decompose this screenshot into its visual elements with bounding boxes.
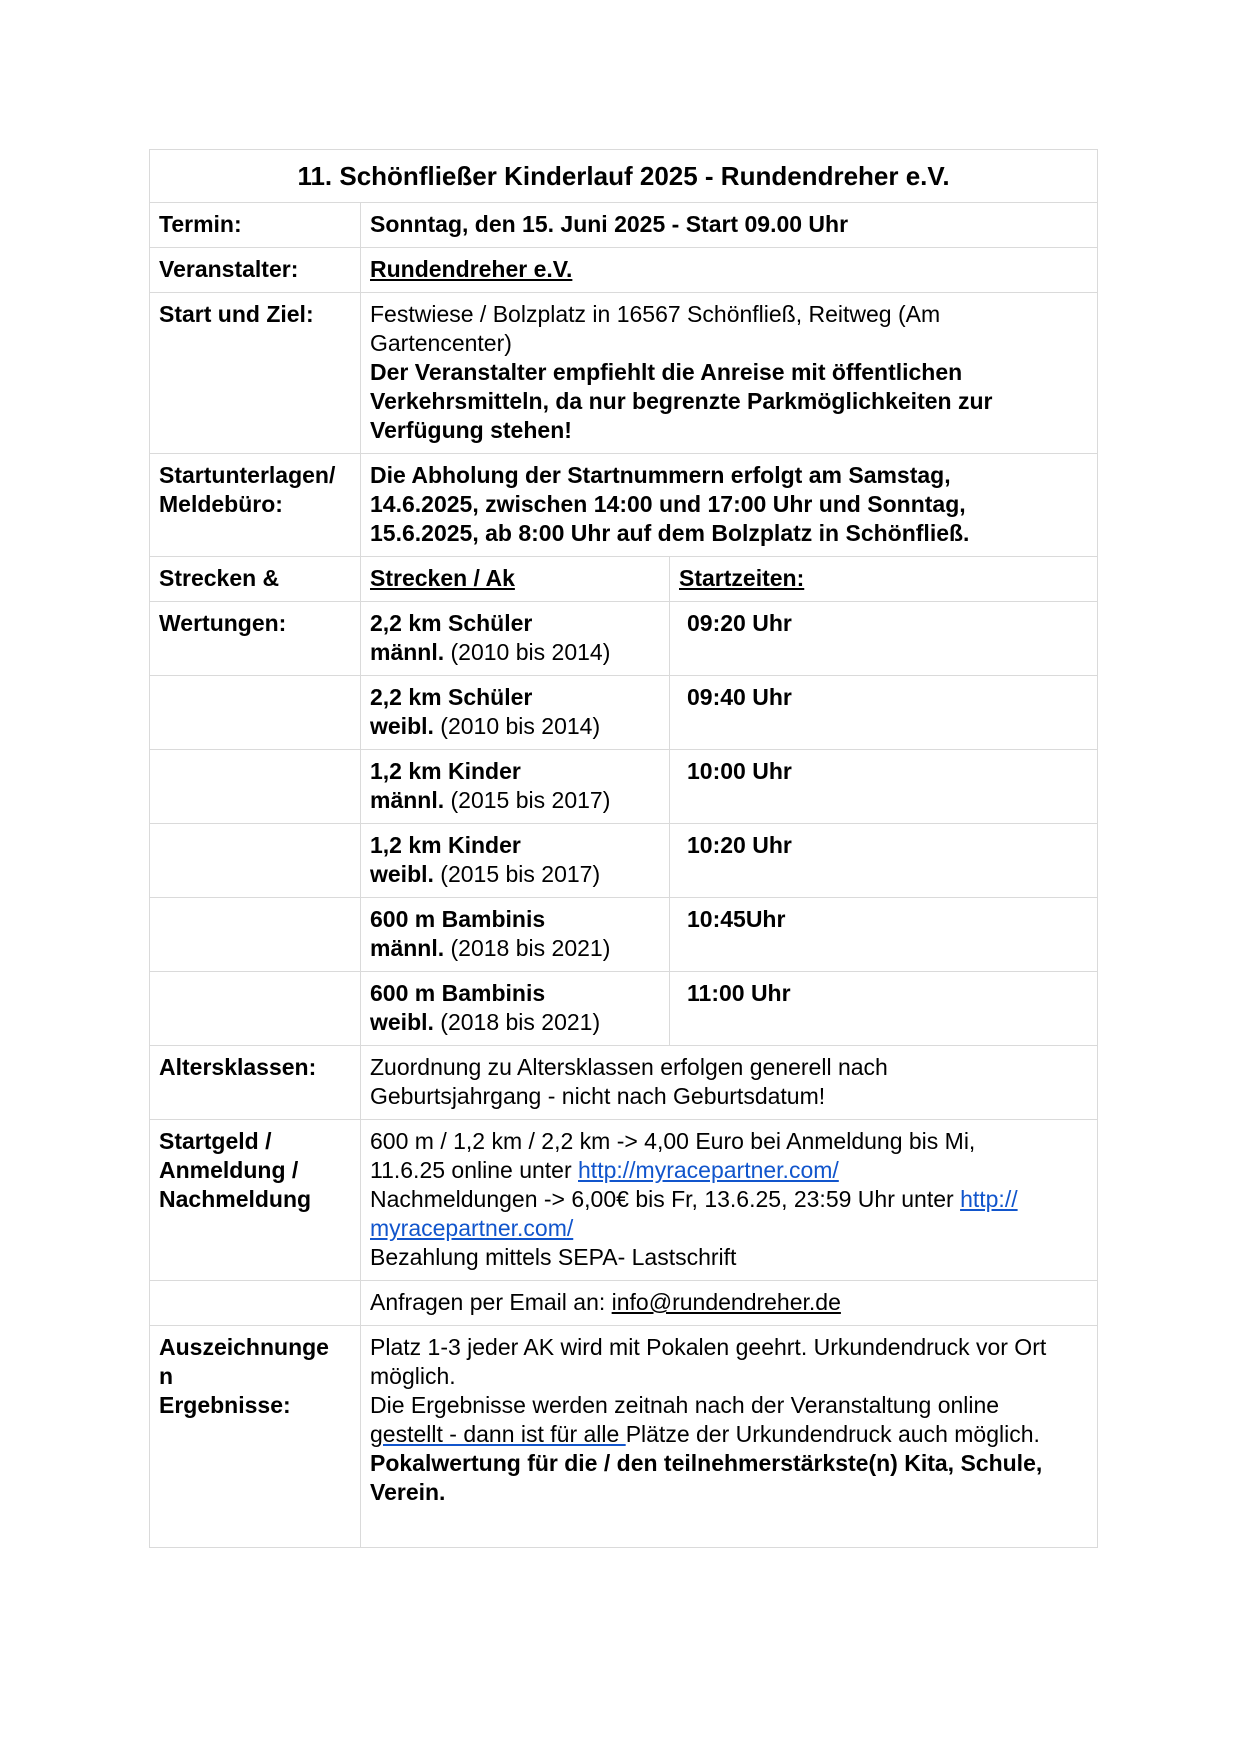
veranstalter-value: Rundendreher e.V. bbox=[370, 256, 573, 282]
startgeld-line2-prefix: 11.6.25 online unter bbox=[370, 1157, 579, 1183]
auszeichnungen-line5: Pokalwertung für die / den teilnehmerstärkste(n) Kita, Schule, bbox=[370, 1450, 1043, 1476]
strecken-time: 10:00 Uhr bbox=[687, 758, 792, 784]
strecken-years: (2015 bis 2017) bbox=[450, 787, 611, 813]
strecken-header-row bbox=[150, 557, 1098, 602]
altersklassen-line2: Geburtsjahrgang - nicht nach Geburtsdatum! bbox=[370, 1083, 826, 1109]
auszeichnungen-value bbox=[361, 1326, 1098, 1548]
strecken-time: 10:45Uhr bbox=[687, 906, 786, 932]
altersklassen-row bbox=[150, 1046, 1098, 1120]
auszeichnungen-line2: möglich. bbox=[370, 1363, 456, 1389]
event-info-table bbox=[149, 149, 1098, 1548]
strecken-row bbox=[150, 898, 1098, 972]
strecken-distance: 2,2 km Schüler bbox=[370, 684, 533, 710]
strecken-distance: 2,2 km Schüler bbox=[370, 610, 533, 636]
startunterlagen-value bbox=[361, 454, 1098, 557]
startgeld-label1: Startgeld / bbox=[159, 1128, 272, 1154]
auszeichnungen-line4a: gestellt - dann ist für alle bbox=[370, 1421, 626, 1447]
anfragen-row bbox=[150, 1281, 1098, 1326]
strecken-gender: männl. bbox=[370, 639, 445, 665]
startunterlagen-line1: Die Abholung der Startnummern erfolgt am Samstag, bbox=[370, 462, 951, 488]
auszeichnungen-label bbox=[150, 1326, 361, 1548]
start-ziel-label: Start und Ziel: bbox=[150, 293, 361, 454]
auszeichnungen-line4b: Plätze der Urkundendruck auch möglich. bbox=[625, 1421, 1040, 1447]
startunterlagen-line3: 15.6.2025, ab 8:00 Uhr auf dem Bolzplatz in Schönfließ. bbox=[370, 520, 970, 546]
strecken-col1-header: Strecken / Ak bbox=[370, 565, 515, 591]
startgeld-line5: Bezahlung mittels SEPA- Lastschrift bbox=[370, 1244, 737, 1270]
anfragen-prefix: Anfragen per Email an: bbox=[370, 1289, 612, 1315]
auszeichnungen-row bbox=[150, 1326, 1098, 1548]
veranstalter-row bbox=[150, 248, 1098, 293]
strecken-years: (2010 bis 2014) bbox=[440, 713, 601, 739]
strecken-distance-cell bbox=[361, 972, 670, 1046]
termin-label: Termin: bbox=[150, 203, 361, 248]
document-title: 11. Schönfließer Kinderlauf 2025 - Rundendreher e.V. bbox=[150, 150, 1098, 203]
strecken-distance-cell bbox=[361, 602, 670, 676]
strecken-row bbox=[150, 972, 1098, 1046]
strecken-distance: 600 m Bambinis bbox=[370, 980, 546, 1006]
startgeld-line1: 600 m / 1,2 km / 2,2 km -> 4,00 Euro bei Anmeldung bis Mi, bbox=[370, 1128, 976, 1154]
strecken-distance: 600 m Bambinis bbox=[370, 906, 546, 932]
startgeld-value bbox=[361, 1120, 1098, 1281]
strecken-gender: männl. bbox=[370, 935, 445, 961]
start-ziel-value bbox=[361, 293, 1098, 454]
auszeichnungen-label3: Ergebnisse: bbox=[159, 1392, 291, 1418]
start-ziel-line2: Gartencenter) bbox=[370, 330, 512, 356]
startgeld-line3-prefix: Nachmeldungen -> 6,00€ bis Fr, 13.6.25, 23:59 Uhr unter bbox=[370, 1186, 961, 1212]
start-ziel-note3: Verfügung stehen! bbox=[370, 417, 572, 443]
auszeichnungen-line1: Platz 1-3 jeder AK wird mit Pokalen geehrt. Urkundendruck vor Ort bbox=[370, 1334, 1047, 1360]
strecken-row bbox=[150, 824, 1098, 898]
strecken-row bbox=[150, 750, 1098, 824]
registration-link[interactable]: http://myracepartner.com/ bbox=[578, 1157, 839, 1183]
title-row bbox=[150, 150, 1098, 203]
strecken-distance-cell bbox=[361, 898, 670, 972]
altersklassen-label: Altersklassen: bbox=[150, 1046, 361, 1120]
start-ziel-note1: Der Veranstalter empfiehlt die Anreise mit öffentlichen bbox=[370, 359, 963, 385]
start-ziel-line1: Festwiese / Bolzplatz in 16567 Schönfließ, Reitweg (Am bbox=[370, 301, 941, 327]
auszeichnungen-line6: Verein. bbox=[370, 1479, 446, 1505]
strecken-gender: weibl. bbox=[370, 861, 434, 887]
startunterlagen-row bbox=[150, 454, 1098, 557]
start-ziel-note2: Verkehrsmitteln, da nur begrenzte Parkmöglichkeiten zur bbox=[370, 388, 993, 414]
altersklassen-line1: Zuordnung zu Altersklassen erfolgen generell nach bbox=[370, 1054, 888, 1080]
auszeichnungen-label1: Auszeichnunge bbox=[159, 1334, 329, 1360]
strecken-row bbox=[150, 676, 1098, 750]
termin-value: Sonntag, den 15. Juni 2025 - Start 09.00 Uhr bbox=[361, 203, 1098, 248]
auszeichnungen-label2: n bbox=[159, 1363, 174, 1389]
email-link[interactable]: info@rundendreher.de bbox=[611, 1289, 841, 1315]
strecken-gender: weibl. bbox=[370, 713, 434, 739]
termin-row bbox=[150, 203, 1098, 248]
strecken-gender: männl. bbox=[370, 787, 445, 813]
strecken-years: (2018 bis 2021) bbox=[450, 935, 611, 961]
strecken-distance: 1,2 km Kinder bbox=[370, 758, 521, 784]
startgeld-label bbox=[150, 1120, 361, 1281]
startunterlagen-line2: 14.6.2025, zwischen 14:00 und 17:00 Uhr und Sonntag, bbox=[370, 491, 966, 517]
strecken-row bbox=[150, 602, 1098, 676]
late-registration-link[interactable]: http:// bbox=[960, 1186, 1018, 1212]
strecken-col2-header: Startzeiten: bbox=[679, 565, 805, 591]
startgeld-row bbox=[150, 1120, 1098, 1281]
strecken-years: (2010 bis 2014) bbox=[450, 639, 611, 665]
strecken-distance: 1,2 km Kinder bbox=[370, 832, 521, 858]
strecken-distance-cell bbox=[361, 676, 670, 750]
strecken-years: (2018 bis 2021) bbox=[440, 1009, 601, 1035]
startgeld-label2: Anmeldung / bbox=[159, 1157, 299, 1183]
altersklassen-value bbox=[361, 1046, 1098, 1120]
strecken-distance-cell bbox=[361, 824, 670, 898]
startunterlagen-label2: Meldebüro: bbox=[159, 491, 283, 517]
startunterlagen-label bbox=[150, 454, 361, 557]
startgeld-label3: Nachmeldung bbox=[159, 1186, 312, 1212]
strecken-gender: weibl. bbox=[370, 1009, 434, 1035]
strecken-time: 09:20 Uhr bbox=[687, 610, 792, 636]
strecken-time: 11:00 Uhr bbox=[687, 980, 791, 1006]
startunterlagen-label1: Startunterlagen/ bbox=[159, 462, 336, 488]
anfragen-value bbox=[361, 1281, 1098, 1326]
start-ziel-row bbox=[150, 293, 1098, 454]
strecken-time: 09:40 Uhr bbox=[687, 684, 792, 710]
late-registration-link-cont[interactable]: myracepartner.com/ bbox=[370, 1215, 574, 1241]
strecken-time: 10:20 Uhr bbox=[687, 832, 792, 858]
strecken-label2: Wertungen: bbox=[150, 602, 361, 676]
auszeichnungen-line3: Die Ergebnisse werden zeitnah nach der Veranstaltung online bbox=[370, 1392, 1000, 1418]
strecken-distance-cell bbox=[361, 750, 670, 824]
strecken-label1: Strecken & bbox=[150, 557, 361, 602]
strecken-years: (2015 bis 2017) bbox=[440, 861, 601, 887]
veranstalter-label: Veranstalter: bbox=[150, 248, 361, 293]
